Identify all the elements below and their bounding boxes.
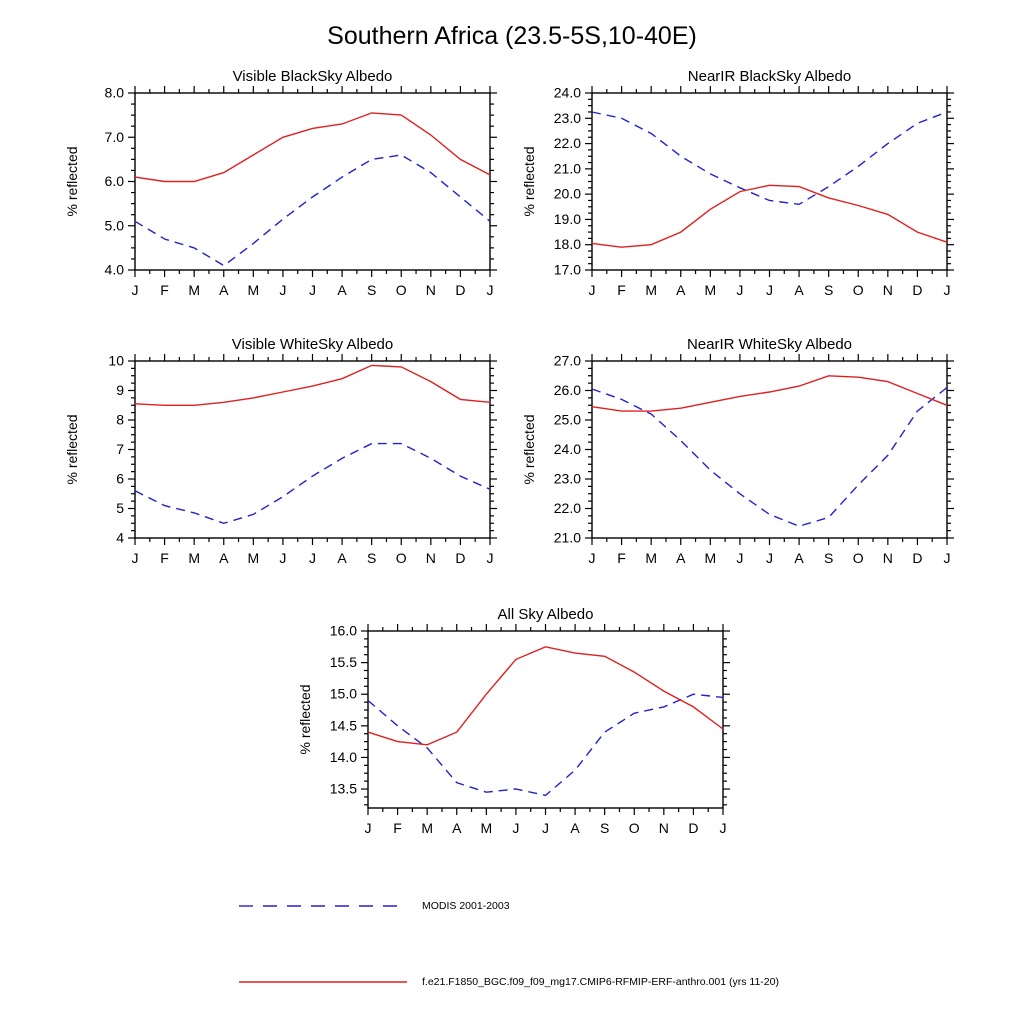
modis-line-sample [238,903,408,909]
x-tick-label: F [617,282,626,298]
y-tick-label: 15.5 [329,654,357,671]
y-tick-label: 5 [116,500,124,516]
chart-panel-nearir-blacksky [512,60,972,322]
y-tick-label: 21.0 [553,529,581,546]
x-tick-label: D [455,282,466,298]
y-tick-label: 10 [108,352,124,369]
x-tick-label: J [131,550,139,566]
x-tick-label: A [337,282,347,298]
x-tick-label: S [366,282,377,298]
x-tick-label: J [736,550,744,566]
x-tick-label: J [309,282,316,298]
x-tick-label: J [588,282,596,298]
plot-frame [592,361,947,538]
legend-item-model [238,976,779,988]
y-tick-label: 4.0 [104,261,124,278]
x-tick-label: A [794,550,804,566]
x-tick-label: D [455,550,466,566]
y-axis-label: % reflected [64,146,80,217]
y-axis-label: % reflected [297,684,313,755]
y-tick-label: 23.0 [553,109,581,126]
x-tick-label: N [425,550,436,566]
x-tick-label: S [823,282,834,298]
plot-frame [368,631,723,808]
plot-frame [592,93,947,270]
x-tick-label: N [882,282,893,298]
y-tick-label: 6.0 [104,173,124,189]
series-line-model [592,185,947,247]
x-tick-label: J [279,550,287,566]
x-tick-label: O [628,820,640,836]
chart-svg [288,598,748,860]
x-tick-label: J [542,820,549,836]
series-line-model [592,376,947,411]
x-tick-label: J [309,550,316,566]
y-axis-label: % reflected [64,414,80,485]
chart-svg [512,328,972,590]
series-line-modis [135,444,490,524]
x-tick-label: M [704,550,717,566]
figure-title: Southern Africa (23.5-5S,10-40E) [327,22,697,50]
x-tick-label: D [688,820,699,836]
y-tick-label: 8.0 [104,84,124,101]
x-tick-label: M [421,820,434,836]
x-tick-label: A [676,550,686,566]
x-tick-label: J [736,282,744,298]
x-tick-label: J [364,820,372,836]
x-tick-label: J [131,282,139,298]
panel-title: All Sky Albedo [497,606,594,623]
panel-title: Visible BlackSky Albedo [232,68,393,85]
x-tick-label: A [219,282,229,298]
y-tick-label: 19.0 [553,210,581,227]
x-tick-label: D [912,282,923,298]
y-tick-label: 7.0 [104,128,124,145]
y-axis-label: % reflected [521,414,537,485]
x-tick-label: J [588,550,596,566]
y-tick-label: 24.0 [553,441,581,457]
x-tick-label: A [570,820,580,836]
x-tick-label: J [766,550,773,566]
x-tick-label: J [943,282,951,298]
y-tick-label: 13.5 [329,780,357,797]
panel-title: NearIR WhiteSky Albedo [686,336,853,353]
x-tick-label: S [599,820,610,836]
x-tick-label: A [219,550,229,566]
x-tick-label: J [279,282,287,298]
chart-svg [55,60,515,322]
legend-item-modis [238,900,510,912]
y-tick-label: 5.0 [104,217,124,234]
legend-label-model: f.e21.F1850_BGC.f09_f09_mg17.CMIP6-RFMIP-ERF-anthro.001 (yrs 11-20) [422,976,779,988]
x-tick-label: S [823,550,834,566]
model-line-sample [238,979,408,985]
y-tick-label: 16.0 [329,622,357,639]
chart-svg [512,60,972,322]
x-tick-label: J [719,820,727,836]
y-tick-label: 23.0 [553,470,581,487]
y-axis-label: % reflected [521,146,537,217]
x-tick-label: A [452,820,462,836]
x-tick-label: F [160,282,169,298]
x-tick-label: D [912,550,923,566]
chart-panel-nearir-whitesky [512,328,972,590]
x-tick-label: M [704,282,717,298]
y-tick-label: 8 [116,411,124,428]
chart-svg [55,328,515,590]
x-tick-label: J [486,550,494,566]
y-tick-label: 20.0 [553,185,581,202]
chart-panel-visible-whitesky [55,328,515,590]
series-line-modis [592,112,947,204]
y-tick-label: 6 [116,470,124,487]
y-tick-label: 14.0 [329,748,357,765]
y-tick-label: 9 [116,382,124,398]
y-tick-label: 14.5 [329,717,357,734]
x-tick-label: J [766,282,773,298]
x-tick-label: N [425,282,436,298]
y-tick-label: 22.0 [553,135,581,152]
x-tick-label: M [188,282,201,298]
chart-panel-visible-blacksky [55,60,515,322]
x-tick-label: M [247,550,260,566]
chart-panel-allsky [288,598,748,860]
x-tick-label: A [676,282,686,298]
x-tick-label: S [366,550,377,566]
series-line-model [135,365,490,405]
x-tick-label: O [852,550,864,566]
x-tick-label: N [882,550,893,566]
panel-title: Visible WhiteSky Albedo [231,336,394,353]
x-tick-label: M [188,550,201,566]
y-tick-label: 26.0 [553,382,581,398]
x-tick-label: J [512,820,520,836]
y-tick-label: 21.0 [553,160,581,177]
x-tick-label: F [393,820,402,836]
y-tick-label: 25.0 [553,411,581,428]
x-tick-label: A [794,282,804,298]
series-line-modis [135,155,490,266]
series-line-modis [592,388,947,527]
x-tick-label: J [943,550,951,566]
x-tick-label: M [645,550,658,566]
series-line-model [368,647,723,745]
x-tick-label: N [658,820,669,836]
y-tick-label: 7 [116,441,124,457]
x-tick-label: O [395,282,407,298]
series-line-model [135,113,490,182]
x-tick-label: O [395,550,407,566]
y-tick-label: 18.0 [553,236,581,253]
y-tick-label: 24.0 [553,84,581,101]
y-tick-label: 17.0 [553,261,581,278]
x-tick-label: M [645,282,658,298]
plot-frame [135,361,490,538]
x-tick-label: J [486,282,494,298]
x-tick-label: A [337,550,347,566]
y-tick-label: 22.0 [553,500,581,516]
panel-title: NearIR BlackSky Albedo [687,68,852,85]
x-tick-label: F [617,550,626,566]
x-tick-label: F [160,550,169,566]
x-tick-label: O [852,282,864,298]
y-tick-label: 15.0 [329,685,357,702]
x-tick-label: M [247,282,260,298]
y-tick-label: 27.0 [553,352,581,369]
x-tick-label: M [480,820,493,836]
y-tick-label: 4 [116,529,124,546]
legend-label-modis: MODIS 2001-2003 [422,900,510,912]
